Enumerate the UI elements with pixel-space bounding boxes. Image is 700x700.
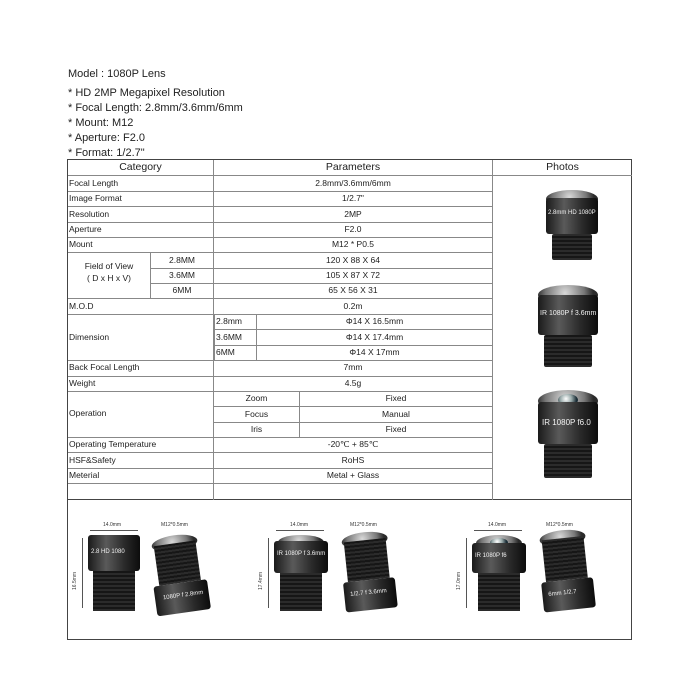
bullet-mount: * Mount: M12 (68, 117, 134, 129)
fov-value: 105 X 87 X 72 (326, 270, 380, 280)
resolution-label: Resolution (69, 209, 110, 219)
image-format-label: Image Format (69, 193, 122, 203)
focal-length-label: Focal Length (69, 178, 119, 188)
bfl-value: 7mm (343, 362, 363, 372)
bullet-resolution: * HD 2MP Megapixel Resolution (68, 87, 225, 99)
model-title: Model : 1080P Lens (68, 68, 166, 80)
drawing-front-lens: 2.8 HD 1080 (88, 535, 140, 611)
focal-length-value: 2.8mm/3.6mm/6mm (315, 178, 391, 188)
header-category: Category (119, 161, 162, 173)
width-label: 14.0mm (290, 522, 309, 528)
dimension-label: Dimension (69, 332, 110, 342)
dimension-value: Φ14 X 17.4mm (345, 332, 404, 342)
mount-label: M12*0.5mm (350, 522, 377, 528)
drawing-side-lens: 1/2.7 f 3.6mm (338, 530, 398, 615)
dimension-focal: 3.6MM (216, 332, 242, 342)
aperture-value: F2.0 (344, 224, 362, 234)
dimension-focal: 2.8mm (216, 316, 242, 326)
height-label: 16.5mm (72, 571, 78, 590)
dimension-value: Φ14 X 16.5mm (345, 316, 404, 326)
height-label: 17.4mm (258, 571, 264, 590)
mod-label: M.O.D (69, 301, 94, 311)
fov-label: Field of View (84, 261, 134, 271)
hsf-label: HSF&Safety (69, 455, 116, 465)
mount-label: Mount (69, 239, 93, 249)
drawing-front-lens: IR 1080P f 3.6mm (274, 535, 328, 611)
operation-value: Manual (382, 409, 410, 419)
drawing-front-lens: IR 1080P f6 (472, 535, 526, 611)
mount-value: M12 * P0.5 (331, 239, 375, 249)
width-label: 14.0mm (488, 522, 507, 528)
operation-value: Fixed (385, 393, 407, 403)
aperture-label: Aperture (69, 224, 102, 234)
lens-photo-3-6mm: IR 1080P f 3.6mm (536, 285, 600, 369)
width-label: 14.0mm (103, 522, 122, 528)
height-label: 17.0mm (456, 571, 462, 590)
hsf-value: RoHS (341, 455, 365, 465)
fov-label-sub: ( D x H x V) (87, 273, 131, 283)
fov-focal: 6MM (172, 285, 192, 295)
lens-photo-6mm: IR 1080P f6.0 (536, 390, 600, 480)
dimension-drawings (67, 500, 632, 640)
bullet-focal-length: * Focal Length: 2.8mm/3.6mm/6mm (68, 102, 243, 114)
dimension-value: Φ14 X 17mm (349, 347, 400, 357)
header-photos: Photos (546, 161, 579, 173)
fov-value: 120 X 88 X 64 (326, 255, 380, 265)
fov-focal: 3.6MM (169, 270, 195, 280)
drawing-side-lens: 6mm 1/2.7 (536, 528, 596, 615)
bfl-label: Back Focal Length (69, 362, 140, 372)
mod-value: 0.2m (343, 301, 363, 311)
fov-value: 65 X 56 X 31 (328, 285, 378, 295)
lens-photo-2-8mm: 2.8mm HD 1080P (542, 190, 602, 262)
bullet-format: * Format: 1/2.7" (68, 147, 145, 159)
operation-value: Fixed (385, 424, 407, 434)
operation-item: Iris (250, 424, 263, 434)
operation-label: Operation (69, 408, 107, 418)
drawing-side-lens: 1080P f 2.8mm (147, 532, 212, 619)
material-value: Metal + Glass (326, 470, 380, 480)
weight-value: 4.5g (344, 378, 362, 388)
image-format-value: 1/2.7" (342, 193, 364, 203)
temp-value: -20℃ + 85℃ (327, 439, 379, 449)
weight-label: Weight (69, 378, 96, 388)
operation-item: Focus (244, 409, 269, 419)
bullet-aperture: * Aperture: F2.0 (68, 132, 146, 144)
operation-item: Zoom (245, 393, 268, 403)
temp-label: Operating Temperature (69, 439, 157, 449)
mount-label: M12*0.5mm (546, 522, 573, 528)
dimension-focal: 6MM (216, 347, 235, 357)
header-parameters: Parameters (325, 161, 381, 173)
spec-table (67, 159, 632, 500)
mount-label: M12*0.5mm (161, 522, 188, 528)
fov-focal: 2.8MM (169, 255, 195, 265)
material-label: Meterial (69, 470, 100, 480)
resolution-value: 2MP (344, 209, 362, 219)
